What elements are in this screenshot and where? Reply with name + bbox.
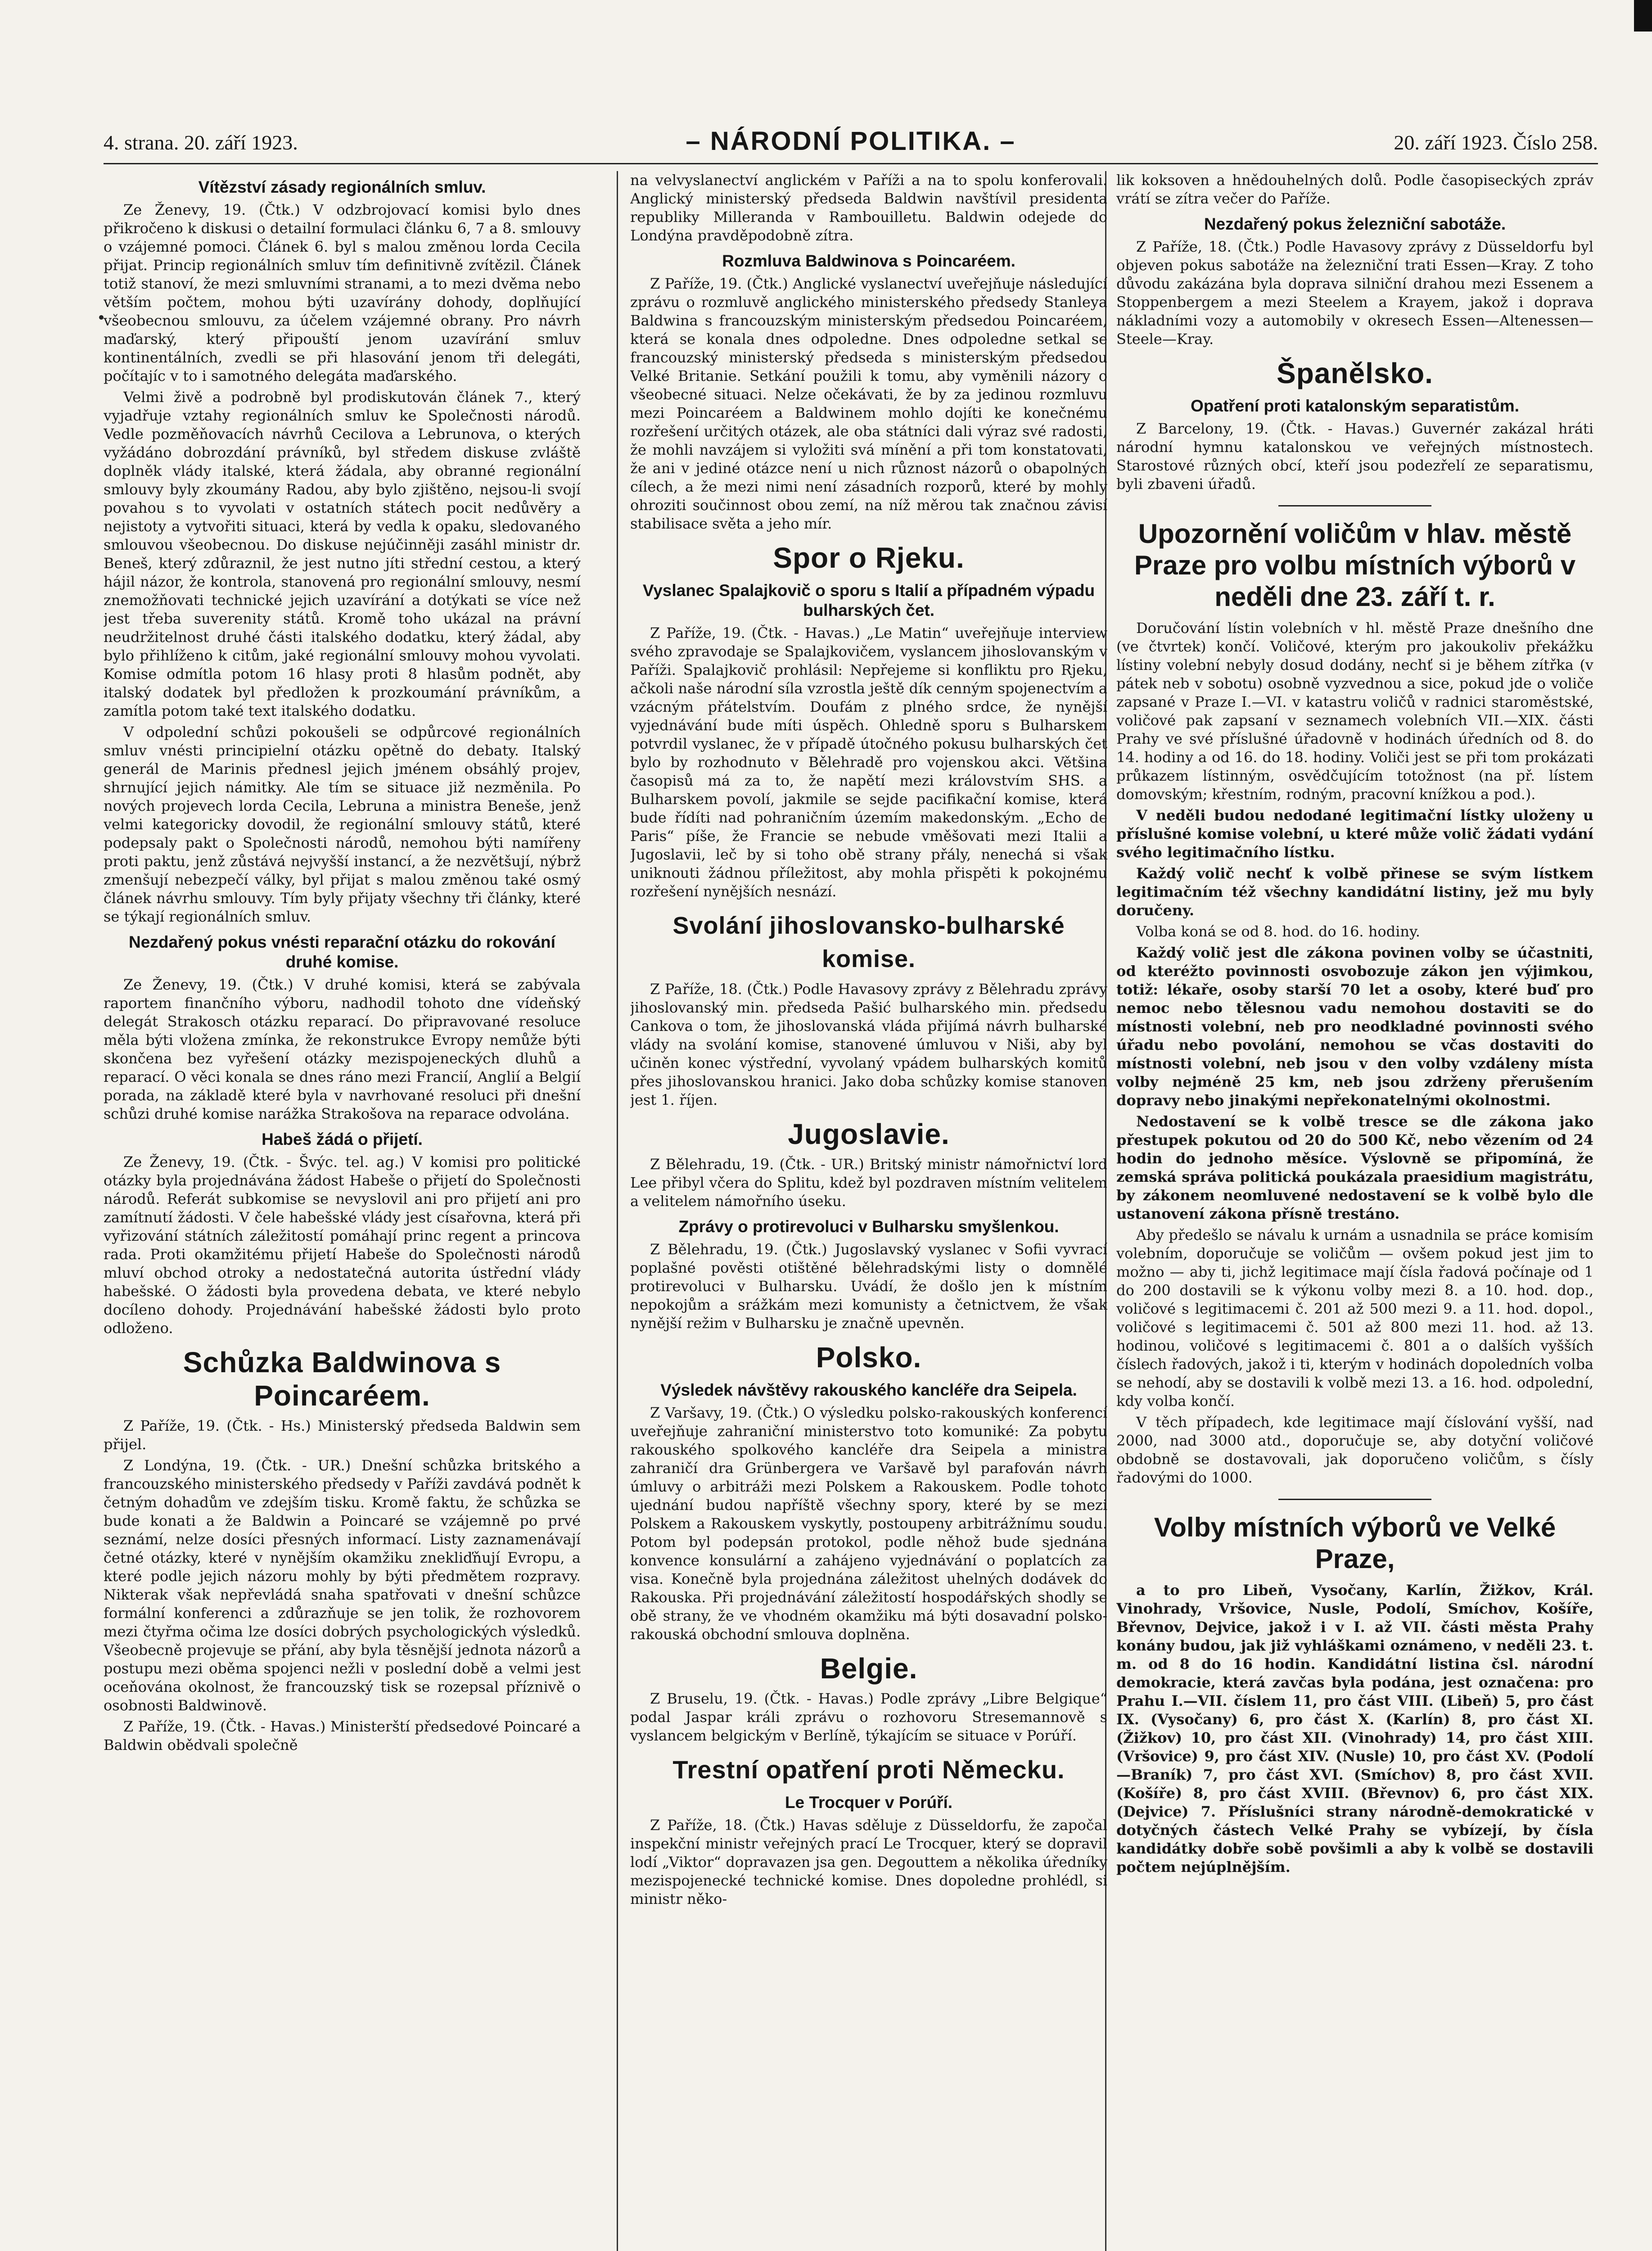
article-paragraph: na velvyslanectví anglickém v Paříži a na to spolu konferovali. Anglický ministerský předseda Baldwin navštívil presidenta republiky Milleranda v Rambouilletu. Baldwin odejede do Londýna pravděpodobně zítra. <box>630 172 1107 244</box>
article-paragraph: Z Bělehradu, 19. (Čtk. - UR.) Britský ministr námořnictví lord Lee přibyl včera do Splitu, kdež byl pozdraven místním velitelem a velitelem námořního úseku. <box>630 1156 1107 1210</box>
article-paragraph: Z Londýna, 19. (Čtk. - UR.) Dnešní schůzka britského a francouzského ministerského předsedy v Paříži zavdává podnět k četným dohadům ve zdejším tisku. Kromě faktu, že schůzka se bude konati a že Baldwin a Poincaré se vzájemně po prvé seznámí, nelze dosíci přesných informací. Listy zaznamenávají četné otázky, které v nynějším okamžiku znekliďňují Evropu, a které podle jejich názoru mohly by býti předmětem rozpravy. Nikterak však nepřevládá snaha spatřovati v dnešní schůzce formální konferenci a zdůrazňuje se jen tolik, že rozhovorem mezi čtyřma očima lze dosíci dobrých psychologických výsledků. Všeobecně projevuje se přání, aby byla těsnější jednota názorů a postupu mezi oběma spojenci nežli v poslední době a velmi jest oceňována okolnost, že francouzský tisk se rozepsal příznivě o osobnosti Baldwinově. <box>104 1457 581 1714</box>
section-divider <box>1278 505 1431 506</box>
article-paragraph: Z Paříže, 18. (Čtk.) Havas sděluje z Düsseldorfu, že započal inspekční ministr veřejných prací Le Trocquer, který se dopravil lodí „Viktor“ dopravazen jsa gen. Degouttem a několika úředníky mezispojenecké technické komise. Dnes dopoledne prohlédl, si ministr něko- <box>630 1817 1107 1907</box>
article-paragraph: Z Paříže, 19. (Čtk. - Havas.) Ministerští předsedové Poincaré a Baldwin obědvali společně <box>104 1718 581 1754</box>
article-paragraph: Z Paříže, 18. (Čtk.) Podle Havasovy zprávy z Bělehradu zprávy jihoslovanský min. předseda Pašić bulharského min. předsedu Cankova o tom, že jihoslovanská vláda přijímá návrh bulharské vlády na svolání komise, stanovené úmluvou v Niši, aby byl učiněn konec výstřední, vyvolaný vpádem bulharských komitů přes jihoslovanskou hranici. Jako doba schůzky komise stanoven jest 1. říjen. <box>630 981 1107 1108</box>
article-subheading: Výsledek návštěvy rakouského kancléře dra Seipela. <box>660 1381 1077 1399</box>
article-headline: Polsko. <box>816 1341 922 1374</box>
article-paragraph: Z Paříže, 18. (Čtk.) Podle Havasovy zprávy z Düsseldorfu byl objeven pokus sabotáže na železniční trati Essen—Kray. Z toho důvodu zakázána byla doprava silniční drahou mezi Essenem a Stoppenbergem a mezi Steelem a Krayem, jakož i doprava nákladními vozy a automobily v okresech Essen—Altenessen—Steele—Kray. <box>1116 238 1593 348</box>
article-headline: Trestní opatření proti Německu. <box>673 1755 1065 1784</box>
article-headline: Spor o Rjeku. <box>773 542 965 574</box>
article-heading: Rozmluva Baldwinova s Poincaréem. <box>722 252 1016 270</box>
article-heading: Nezdařený pokus železniční sabotáže. <box>1204 215 1506 233</box>
article-paragraph: lik koksoven a hnědouhelných dolů. Podle časopiseckých zpráv vrátí se zítra večer do Paříže. <box>1116 172 1593 207</box>
article-paragraph: Z Bělehradu, 19. (Čtk.) Jugoslavský vyslanec v Sofii vyvrací poplašné pověsti otištěné bělehradskými listy o domnělé protirevoluci v Bulharsku. Uvádí, že došlo jen k místním nepokojům a srážkám mezi komunisty a četnictvem, že však nynější režim v Bulharsku je značně upevněn. <box>630 1241 1107 1332</box>
section-divider <box>1278 1499 1431 1500</box>
article-headline: Svolání jihoslovansko-bulharské komise. <box>673 912 1065 972</box>
article-heading: Nezdařený pokus vnésti reparační otázku do rokování druhé komise. <box>129 933 555 971</box>
article-paragraph: Z Varšavy, 19. (Čtk.) O výsledku polsko-rakouských konferencí uveřejňuje zahraniční ministerstvo toto komuniké: Za pobytu rakouského spolkového kancléře dra Seipela a ministra zahraničí dra Grünbergera ve Varšavě byl parafován návrh úmluvy o arbitráži mezi Polskem a Rakouskem. Podle tohoto ujednání budou napříště všechny spory, které by se mezi Polskem a Rakouskem vyskytly, postoupeny arbitrážnímu soudu. Potom byl podepsán protokol, podle něhož bude sjednána konvence konsulární a zahájeno vyjednávání o poplatcích za visa. Konečně byla projednána záležitost uhelných dodávek do Rakouska. Při projednávání záležitostí hospodářských shodly se obě strany, že ve vhodném okamžiku má býti dosavadní polsko-rakouská obchodní smlouva doplněna. <box>630 1404 1107 1643</box>
margin-dot <box>99 315 104 320</box>
header-rule <box>104 163 1598 164</box>
column-separator <box>617 171 618 2251</box>
article-subheading: Opatření proti katalonským separatistům. <box>1191 397 1519 415</box>
article-paragraph: Z Barcelony, 19. (Čtk. - Havas.) Guvernér zakázal hráti národní hymnu katalonskou ve veřejných místnostech. Starostové různých obcí, kteří jsou podezřelí ze separatismu, byli zbaveni úřadů. <box>1116 420 1593 493</box>
article-headline: Upozornění voličům v hlav. městě Praze pro volbu místních výborů v neděli dne 23. září t. r. <box>1134 519 1576 612</box>
article-paragraph: Z Paříže, 19. (Čtk.) Anglické vyslanectví uveřejňuje následující zprávu o rozmluvě anglického ministerského předsedy Stanleya Baldwina s francouzským ministerským předsedou Poincaréem, která se konala dnes odpoledne. Dnes odpoledne setkal se francouzský ministerský předseda s ministerským předsedou Velké Britanie. Setkání použili k tomu, aby vyměnili názory o všeobecné situaci. Nelze očekávati, že by za jedinou rozmluvu mezi Poincaréem a Baldwinem mohlo dojíti ke konečnému rozřešení určitých otázek, ale oba státníci dali výraz své radosti, že mohli navzájem si vyložiti svá mínění a při tom konstatovati, že ani v jediné otázce není u nich různost názorů o obapolných cílech, a že mezi nimi není zásadních rozporů, které by mohly ohroziti součinnost obou zemí, na níž měrou tak značnou závisí stabilisace světa a jeho mír. <box>630 275 1107 532</box>
article-paragraph: a to pro Libeň, Vysočany, Karlín, Žižkov, Král. Vinohrady, Vršovice, Nusle, Podolí, Smíchov, Košíře, Břevnov, Dejvice, jakož i v I. až VII. části města Prahy konány budou, jak již vyhláškami oznámeno, v neděli 23. t. m. od 8 do 16 hodin. Kandidátní listina čsl. národní demokracie, která zavčas byla podána, jest označena: pro Prahu I.—VII. číslem 11, pro část VIII. (Libeň) 5, pro část IX. (Vysočany) 6, pro část X. (Karlín) 8, pro část XI. (Žižkov) 10, pro část XII. (Vinohrady) 14, pro část XIII. (Vršovice) 9, pro část XIV. (Nusle) 10, pro část XV. (Podolí—Braník) 7, pro část XVI. (Smíchov) 8, pro část XVII. (Košíře) 8, pro část XVIII. (Břevnov) 6, pro část XIX. (Dejvice) 7. Příslušníci strany národně-demokratické v dotyčných částech Velké Prahy se vybízejí, by čísla kandidátky dobře sobě povšimli a aby k volbě se dostavili počtem nejúplnějším. <box>1116 1582 1593 1876</box>
article-paragraph: V neděli budou nedodané legitimační lístky uloženy u příslušné komise volební, u které může volič žádati vydání svého legitimačního lístku. <box>1116 807 1593 861</box>
article-headline: Jugoslavie. <box>788 1118 950 1150</box>
column-2 <box>630 171 1107 2251</box>
article-headline: Belgie. <box>820 1652 918 1685</box>
page-corner-mark <box>1634 0 1652 32</box>
article-heading: Zprávy o protirevoluci v Bulharsku smyšlenkou. <box>678 1217 1059 1236</box>
article-headline: Schůzka Baldwinova s Poincaréem. <box>183 1346 501 1412</box>
article-paragraph: Nedostavení se k volbě tresce se dle zákona jako přestupek pokutou od 20 do 500 Kč, nebo vězením od 24 hodin do jednoho měsíce. Výslovně se připomíná, že zemská správa politická poukázala praesidium magistrátu, by zákonem neomluvené nedostavení se k volbě bylo dle ustanovení zákona přísně trestáno. <box>1116 1113 1593 1222</box>
header-issue-number: 20. září 1923. Číslo 258. <box>1394 131 1598 154</box>
article-paragraph: Každý volič nechť k volbě přinese se svým lístkem legitimačním též všechny kandidátní listiny, jež mu byly doručeny. <box>1116 865 1593 919</box>
article-heading: Habeš žádá o přijetí. <box>262 1130 423 1148</box>
article-paragraph: Ze Ženevy, 19. (Čtk.) V odzbrojovací komisi bylo dnes přikročeno k diskusi o detailní formulaci článku 6, 7 a 8. smlouvy o vzájemné pomoci. Článek 6. byl s malou změnou lorda Cecila přijat. Princip regionálních smluv tím definitivně zvítězil. Článek totiž stanoví, že mezi smluvními stranami, a to mezi dvěma nebo větším počtem, mohou býti uzavírány dohody, doplňující všeobecnou smlouvu, za účelem vzájemné obrany. Pro návrh maďarský, který připouští jenom uzavírání smluv kontinentálních, zvedli se při hlasování jenom tři delegáti, počítajíc v to i samotného delegáta maďarského. <box>104 201 581 384</box>
page-header <box>104 126 1598 162</box>
article-paragraph: Aby předešlo se návalu k urnám a usnadnila se práce komisím volebním, doporučuje se voličům — ovšem pokud jest jim to možno — aby ti, jichž legitimace mají čísla řadová počínaje od 1 do 200 dostavili se k výkonu volby mezi 8. a 10. hod. dop., voličové s legitimacemi č. 201 až 500 mezi 9. a 11. hod. dopol., voličové s legitimacemi č. 501 až 800 mezi 11. hod. až 13. hodinou, voličové s legitimacemi č. 801 a o dalších vyšších číslech řadových, jakož i ti, kterým v hodinách dopoledních volba se nehodí, aby se dostavili k volbě mezi 13. a 16. hod. odpolední, kdy volba končí. <box>1116 1226 1593 1410</box>
article-paragraph: Každý volič jest dle zákona povinen volby se účastniti, od kteréžto povinnosti osvobozuje zákon jen výjimkou, totiž: lékaře, osoby starší 70 let a osoby, které buď pro nemoc nebo tělesnou vadu nemohou dostaviti se do místnosti volební, neb pro neodkladné povinnosti svého úřadu nebo povolání, nemohou se včas dostaviti do místnosti volební, neb jsou v den volby vzdáleny místa volby nejméně 25 km, neb jsou zdrženy přerušením dopravy nebo jinakými nepřekonatelnými okolnostmi. <box>1116 944 1593 1109</box>
article-paragraph: Z Bruselu, 19. (Čtk. - Havas.) Podle zprávy „Libre Belgique“ podal Jaspar králi zprávu o rozhovoru Stresemannově s vyslancem belgickým v Berlíně, týkajícím se situace v Porúří. <box>630 1690 1107 1744</box>
article-subheading: Vyslanec Spalajkovič o sporu s Italií a případném výpadu bulharských čet. <box>642 581 1095 619</box>
column-3 <box>1116 171 1593 2251</box>
article-paragraph: Z Paříže, 19. (Čtk. - Hs.) Ministerský předseda Baldwin sem přijel. <box>104 1417 581 1453</box>
article-paragraph: Ze Ženevy, 19. (Čtk.) V druhé komisi, která se zabývala raportem finančního výboru, nadhodil tohoto dne vídeňský delegát Strakosch otázku reparací. Do připravované resoluce měla býti vložena zmínka, že rekonstrukce Evropy nemůže býti skončena bez vyřešení otázky mezispojeneckých dluhů a reparací. O věci konala se dnes ráno mezi Francií, Anglií a Belgií porada, na základě které byla v navrhované resoluci při dnešní schůzi druhé komise narážka Strakošova na reparace odvolána. <box>104 976 581 1122</box>
column-1 <box>104 171 581 2251</box>
article-heading: Vítězství zásady regionálních smluv. <box>198 178 486 196</box>
article-paragraph: Z Paříže, 19. (Čtk. - Havas.) „Le Matin“ uveřejňuje interview svého zpravodaje se Spalajkovičem, vyslancem jihoslovanským v Paříži. Spalajkovič prohlásil: Nepřejeme si konfliktu pro Rjeku, ačkoli naše národní síla vzrostla ještě dík cenným spojenectvím a vzácným přátelstvím. Doufám z plného srdce, že nynější vyjednávání bude míti úspěch. Ohledně sporu s Bulharskem potvrdil vyslanec, že v případě útočného pokusu bulharských čet bylo by rozhodnuto v Bělehradě pro vojenskou akci. Většina časopisů má za to, že napětí mezi královstvím SHS. a Bulharskem povolí, jakmile se sejde pacifikační komise, která bude řídíti nad pohraničním územím makedonským. „Echo de Paris“ píše, že Francie se nebude vměšovati mezi Italii a Jugoslavii, leč by si toho obě strany přály, nenechá si však uniknouti žádnou příležitost, aby mohla přispěti k pokojnému rozřešení nynějších nesnází. <box>630 624 1107 900</box>
article-paragraph: Ze Ženevy, 19. (Čtk. - Švýc. tel. ag.) V komisi pro politické otázky byla projednávána žádost Habeše o přijetí do Společnosti národů. Referát subkomise se nevyslovil ani pro přijetí ani pro zamítnutí žádosti. V čele habešské vlády jest císařovna, která při vyřizování státních záležitostí pomáhají princ regent a princova rada. Proti okamžitému přijetí Habeše do Společnosti národů mluví obchod otroky a nedostatečná autorita ústřední vlády habešské. O žádosti byla provedena debata, ve které nebylo docíleno dohody. Projednávání habešské žádosti bylo proto odloženo. <box>104 1153 581 1337</box>
article-headline: Volby místních výborů ve Velké Praze, <box>1154 1512 1556 1574</box>
header-page-date: 4. strana. 20. září 1923. <box>104 131 298 154</box>
article-paragraph: Doručování lístin volebních v hl. městě Praze dnešního dne (ve čtvrtek) končí. Voličové, kterým pro jakoukoliv překážku lístiny volební nebyly dosud dodány, nechť si je během zítřka (v pátek neb v sobotu) osobně vyzvednou a sice, pokud jde o voliče zapsané v Praze I.—VI. v katastru voličů v radnici staroměstské, voličové pak zapsaní v seznamech volebních VII.—XIX. části Prahy ve své příslušné úřadovně v hodinách úředních od 8. do 14. hodiny a od 16. do 18. hodiny. Voliči jest se při tom prokázati průkazem lístinným, osvědčujícím totožnost (na př. lístem domovským; křestním, rodným, pracovní knížkou a pod.). <box>1116 619 1593 803</box>
article-paragraph: Volba koná se od 8. hod. do 16. hodiny. <box>1136 923 1420 940</box>
article-subheading: Le Trocquer v Porúří. <box>785 1793 953 1812</box>
masthead-title: – NÁRODNÍ POLITIKA. – <box>686 127 1016 156</box>
article-paragraph: V těch případech, kde legitimace mají číslování vyšší, nad 2000, nad 3000 atd., doporučuje se, aby dotyční voličové obdobně se dostavovali, jak doporučeno voličům, s čísly řadovými do 1000. <box>1116 1414 1593 1486</box>
article-headline: Španělsko. <box>1277 357 1433 389</box>
article-paragraph: Velmi živě a podrobně byl prodiskutován článek 7., který vyjadřuje vztahy regionálních smluv ke Společnosti národů. Vedle pozměňovacích návrhů Cecilova a Lebrunova, o kterých vyžádáno dobrozdání právníků, byl středem diskuse zvláště doplněk vlády italské, která žádala, aby obranné regionální smlouvy byly zkoumány Radou, aby bylo zjištěno, nejsou-li svojí povahou s to vyvolati v ostatních státech pocit nedůvěry a nejistoty a vytvořiti situaci, která by vedla k opaku, sledovaného smlouvou všeobecnou. Do diskuse nejúčinněji zasáhl ministr dr. Beneš, který zdůraznil, že jest nutno jíti střední cestou, a který hájil názor, že kontrola, stanovená pro regionální smlouvy, nesmí znemožňovati technické jejich uzavírání a dotýkati se více než jest třeba suverenity států. Kromě toho ukázal na právní neudržitelnost druhé části italského dodatku, který žádal, aby bylo přihlíženo k citům, jaké regionální smlouvy mohou vyvolati. Komise odmítla potom 16 hlasy proti 8 hlasům podnět, aby italský dodatek byl předložen k prozkoumání právníkům, a zamítla potom také text italského dodatku. <box>104 389 581 719</box>
article-paragraph: V odpolední schůzi pokoušeli se odpůrcové regionálních smluv vnésti principielní otázku opětně do debaty. Italský generál de Marinis přednesl jejich jménem obsáhlý projev, shrnující jejich námitky. Ale tím se situace již nezměnila. Po nových projevech lorda Cecila, Lebruna a ministra Beneše, jenž velmi kategoricky dovodil, že regionální smlouvy států, které podepsaly pakt o Společnosti národů, nemohou býti namířeny proti paktu, jenž zůstává nejvyšší instancí, a že nezvětšují, nýbrž zmenšují nebezpečí války, byl přijat s malou změnou také osmý článek návrhu smlouvy. Tím byly přijaty všechny tři články, které se týkají regionálních smluv. <box>104 723 581 925</box>
